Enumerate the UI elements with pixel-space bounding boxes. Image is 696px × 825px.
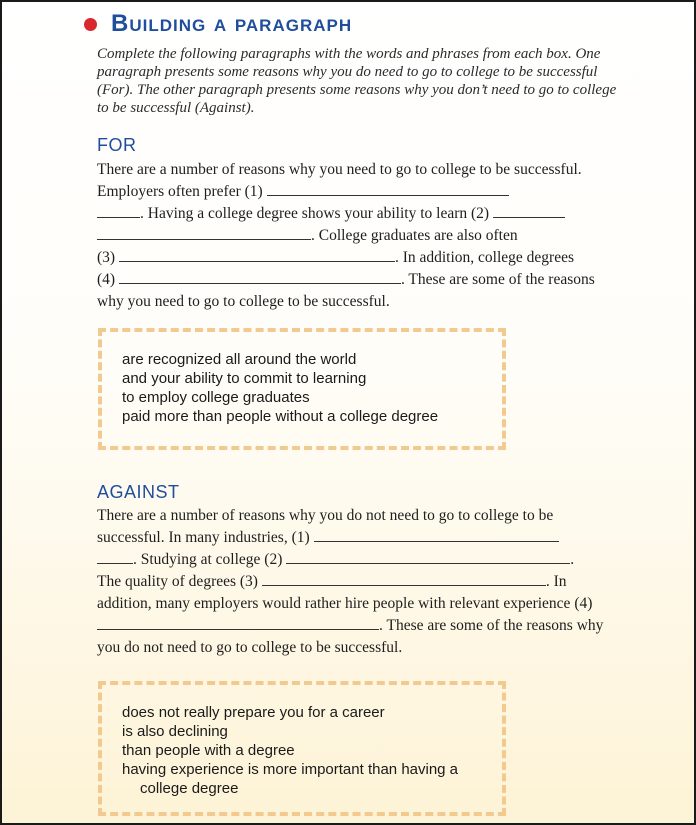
against-text-3: . [570, 551, 575, 568]
page-title: Building a paragraph [111, 10, 353, 37]
for-phrase-list [122, 350, 438, 426]
for-text-4: (3) [97, 249, 116, 266]
against-phrase: does not really prepare you for a career [122, 704, 385, 721]
against-phrase-box [98, 681, 506, 816]
against-text-5: . In addition, many employers would rather hire people with relevant experience (4) [97, 573, 593, 612]
for-phrase: are recognized all around the world [122, 351, 357, 368]
against-text-6: . These are some of the reasons why you do not need to go to college to be successful. [97, 617, 604, 656]
against-heading: AGAINST [97, 482, 180, 502]
for-blank-1b[interactable] [97, 203, 140, 218]
against-blank-3[interactable] [262, 571, 546, 586]
for-heading: FOR [97, 135, 137, 155]
against-blank-1a[interactable] [314, 527, 559, 542]
for-paragraph [97, 159, 612, 313]
for-blank-2b[interactable] [97, 225, 311, 240]
against-phrase: having experience is more important than having a [122, 761, 459, 778]
against-phrase-list [122, 703, 458, 798]
bullet-icon [84, 18, 97, 31]
for-phrase-box [98, 328, 506, 450]
against-blank-1b[interactable] [97, 549, 133, 564]
against-paragraph [97, 505, 612, 659]
for-blank-4[interactable] [119, 269, 401, 284]
for-text-7: . These are some of the reasons why you need to go to college to be successful. [97, 271, 595, 310]
for-blank-1a[interactable] [267, 181, 509, 196]
for-text-1: There are a number of reasons why you need to go to college to be successful. Employers often prefer (1) [97, 161, 582, 200]
for-text-3: . College graduates are also often [311, 227, 518, 244]
title-row [84, 10, 352, 38]
against-phrase: is also declining [122, 723, 228, 740]
for-text-5: . In addition, college degrees [394, 249, 574, 266]
for-text-6: (4) [97, 271, 116, 288]
for-blank-3[interactable] [119, 247, 395, 262]
against-text-2: . Studying at college (2) [133, 551, 283, 568]
against-text-4: The quality of degrees (3) [97, 573, 258, 590]
against-phrase: than people with a degree [122, 742, 295, 759]
against-text-1: There are a number of reasons why you do not need to go to college to be successful. In many industries, (1) [97, 507, 554, 546]
against-phrase-continued: college degree [140, 780, 239, 797]
instructions: Complete the following paragraphs with the words and phrases from each box. One paragraph presents some reasons why you do need to go to college to be successful (For). The other paragraph presents some reasons why you don’t need to go to college to be successful (Against). [97, 46, 617, 116]
for-phrase: paid more than people without a college degree [122, 408, 439, 425]
against-blank-4[interactable] [97, 615, 379, 630]
for-phrase: to employ college graduates [122, 389, 310, 406]
for-blank-2a[interactable] [493, 203, 565, 218]
against-blank-2[interactable] [286, 549, 570, 564]
for-text-2: . Having a college degree shows your ability to learn (2) [140, 205, 490, 222]
for-phrase: and your ability to commit to learning [122, 370, 367, 387]
